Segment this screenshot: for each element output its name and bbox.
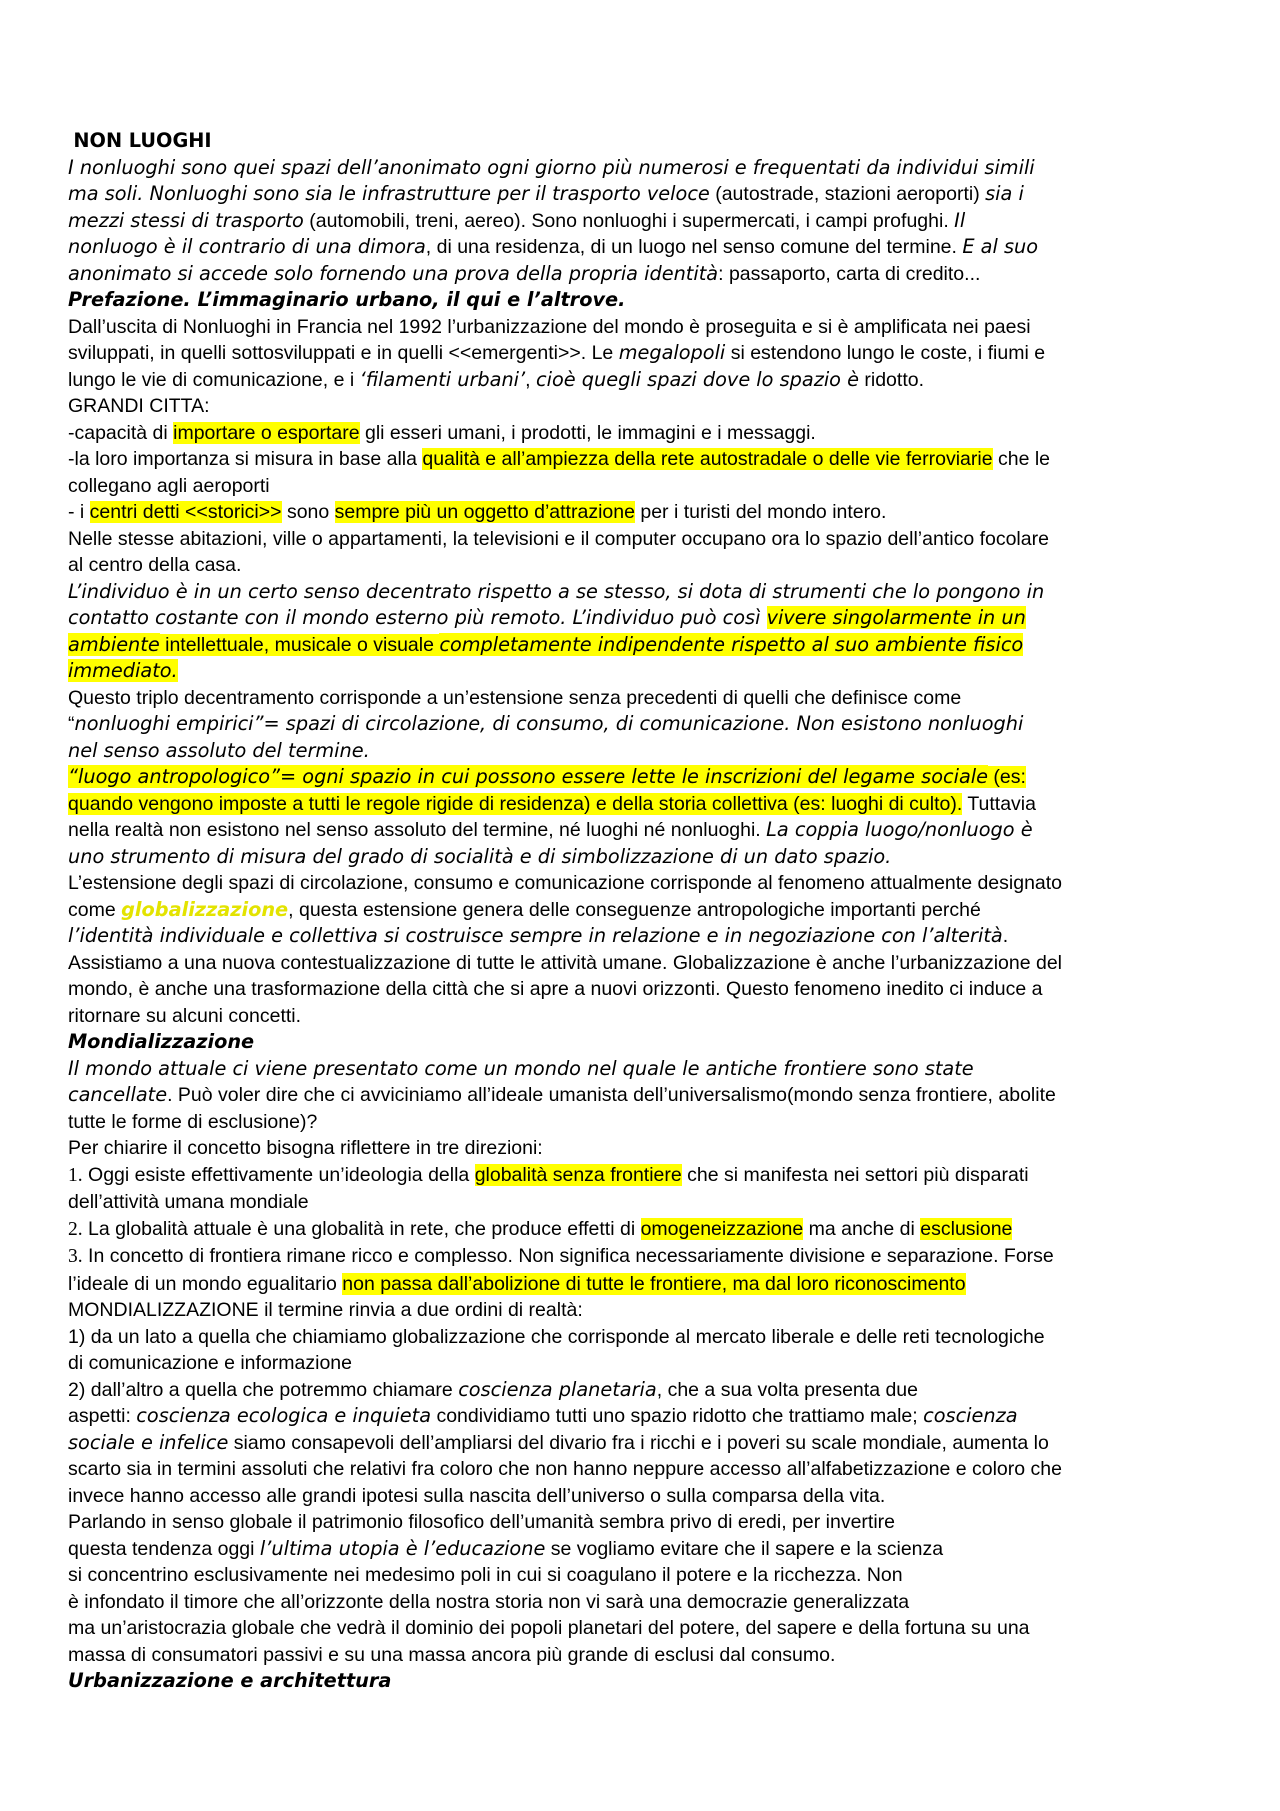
text-line: Questo triplo decentramento corrisponde a un’estensione senza precedenti di quelli che definisce come	[68, 686, 962, 709]
highlight: esclusione	[920, 1217, 1013, 1240]
text-line	[68, 658, 1216, 685]
highlight: centri detti <<storici>>	[89, 501, 282, 523]
text-line: ma soli. Nonluoghi sono sia le infrastrutture per il trasporto veloce (autostrade, stazioni aeroporti) sia i	[68, 182, 1024, 205]
text-line: anonimato si accede solo fornendo una prova della propria identità: passaporto, carta di credito...	[68, 261, 981, 285]
highlight: vivere singolarmente in un	[766, 606, 1026, 629]
text-line: nonluogo è il contrario di una dimora, di una residenza, di un luogo nel senso comune del termine. E al suo	[68, 235, 1039, 258]
heading-prefazione: Prefazione. L’immaginario urbano, il qui e l’altrove.	[68, 288, 626, 311]
text-line: -capacità di importare o esportare gli esseri umani, i prodotti, le immagini e i messaggi.	[68, 421, 816, 444]
text-line: mondo, è anche una trasformazione della città che si apre a nuovi orizzonti. Questo fenomeno inedito ci induce a	[68, 978, 1043, 1000]
text-line: aspetti: coscienza ecologica e inquieta condividiamo tutti uno spazio ridotto che trattiamo male; coscienza	[68, 1404, 1018, 1427]
highlight: omogeneizzazione	[640, 1217, 804, 1240]
text-line: come globalizzazione, questa estensione genera delle conseguenze antropologiche importanti perché	[68, 897, 981, 921]
text-line: ma un’aristocrazia globale che vedrà il dominio dei popoli planetari del potere, del sapere e della fortuna su una	[68, 1617, 1030, 1639]
text-line: MONDIALIZZAZIONE il termine rinvia a due ordini di realtà:	[68, 1299, 583, 1321]
list-item: 1. Oggi esiste effettivamente un’ideologia della globalità senza frontiere che si manifesta nei settori più disparati	[68, 1163, 1029, 1186]
text-line	[68, 764, 1216, 791]
text-line: nella realtà non esistono nel senso assoluto del termine, né luoghi né nonluoghi. La coppia luogo/nonluogo è	[68, 818, 1033, 841]
text-line: sociale e infelice siamo consapevoli dell’ampliarsi del divario fra i ricchi e i poveri su scale mondiale, aumenta lo	[68, 1430, 1049, 1454]
highlight: globalità senza frontiere	[474, 1163, 682, 1186]
highlight: sempre più un oggetto d’attrazione	[334, 501, 635, 523]
text-line: massa di consumatori passivi e su una massa ancora più grande di esclusi dal consumo.	[68, 1643, 836, 1666]
text-line: scarto sia in termini assoluti che relativi fra coloro che non hanno neppure accesso all’alfabetizzazione e coloro che	[68, 1458, 1062, 1480]
highlight: (es:	[988, 766, 1026, 788]
text-line: Dall’uscita di Nonluoghi in Francia nel 1992 l’urbanizzazione del mondo è proseguita e si è amplificata nei paesi	[68, 315, 1031, 338]
text-line: quando vengono imposte a tutti le regole rigide di residenza) e della storia collettiva (es: luoghi di culto). Tuttavia	[68, 792, 1036, 815]
heading-urbanizzazione: Urbanizzazione e architettura	[68, 1669, 392, 1692]
text-line: L’estensione degli spazi di circolazione, consumo e comunicazione corrisponde al fenomeno attualmente designato	[68, 872, 1063, 894]
text-line: -la loro importanza si misura in base alla qualità e all’ampiezza della rete autostradale o delle vie ferroviarie che le	[68, 448, 1051, 470]
highlight: ambiente	[68, 632, 160, 656]
text-line: “nonluoghi empirici”= spazi di circolazione, di consumo, di comunicazione. Non esistono nonluoghi	[68, 712, 1024, 735]
text-line: GRANDI CITTA:	[68, 395, 210, 417]
highlight: quando vengono imposte a tutti le regole rigide di residenza) e della storia collettiva (es: luoghi di culto).	[68, 792, 963, 815]
highlight: qualità e all’ampiezza della rete autostradale o delle vie ferroviarie	[422, 448, 993, 470]
text-line: sviluppati, in quelli sottosviluppati e in quelli <<emergenti>>. Le megalopoli si estendono lungo le coste, i fiumi e	[68, 341, 1046, 364]
text-line: cancellate. Può voler dire che ci avviciniamo all’ideale umanista dell’universalismo(mondo senza frontiere, abolite	[68, 1083, 1056, 1106]
text-line: 1) da un lato a quella che chiamiamo globalizzazione che corrisponde al mercato liberale e delle reti tecnologiche	[68, 1325, 1045, 1348]
text-line: al centro della casa.	[68, 554, 242, 576]
text-line: questa tendenza oggi l’ultima utopia è l’educazione se vogliamo evitare che il sapere e la scienza	[68, 1536, 944, 1560]
highlight: immediato.	[68, 659, 178, 682]
text-line: Nelle stesse abitazioni, ville o appartamenti, la televisioni e il computer occupano ora lo spazio dell’antico focolare	[68, 527, 1049, 550]
text-line: I nonluoghi sono quei spazi dell’anonimato ogni giorno più numerosi e frequentati da individui simili	[68, 155, 1035, 179]
text-line: L’individuo è in un certo senso decentrato rispetto a se stesso, si dota di strumenti che lo pongono in	[68, 579, 1045, 603]
text-line: collegano agli aeroporti	[68, 474, 270, 497]
text-line: nel senso assoluto del termine.	[68, 738, 370, 762]
text-line	[68, 632, 1216, 659]
list-item: 3. In concetto di frontiera rimane ricco e complesso. Non significa necessariamente divisione e separazione. Forse	[68, 1245, 1054, 1267]
text-line: l’identità individuale e collettiva si costruisce sempre in relazione e in negoziazione con l’alterità.	[68, 924, 1009, 947]
title-non-luoghi: NON LUOGHI	[73, 129, 212, 152]
text-line: Assistiamo a una nuova contestualizzazione di tutte le attività umane. Globalizzazione è anche l’urbanizzazione del	[68, 951, 1063, 974]
text-line: 2) dall’altro a quella che potremmo chiamare coscienza planetaria, che a sua volta presenta due	[68, 1377, 918, 1401]
text-line: invece hanno accesso alle grandi ipotesi sulla nascita dell’universo o sulla comparsa della vita.	[68, 1484, 886, 1507]
highlight: non passa dall’abolizione di tutte le frontiere, ma dal loro riconoscimento	[342, 1272, 966, 1295]
text-line: - i centri detti <<storici>> sono sempre più un oggetto d’attrazione per i turisti del mondo intero.	[68, 501, 887, 523]
text-line: è infondato il timore che all’orizzonte della nostra storia non vi sarà una democrazie generalizzata	[68, 1590, 910, 1613]
text-line: si concentrino esclusivamente nei medesimo poli in cui si coagulano il potere e la ricchezza. Non	[68, 1564, 903, 1586]
text-line: uno strumento di misura del grado di socialità e di simbolizzazione di un dato spazio.	[68, 844, 892, 868]
text-line: tutte le forme di esclusione)?	[68, 1110, 318, 1133]
text-line: ritornare su alcuni concetti.	[68, 1004, 302, 1027]
list-item: 2. La globalità attuale è una globalità in rete, che produce effetti di omogeneizzazione ma anche di esclusione	[68, 1217, 1013, 1240]
heading-mondializzazione: Mondializzazione	[68, 1030, 255, 1053]
text-line: mezzi stessi di trasporto (automobili, treni, aereo). Sono nonluoghi i supermercati, i campi profughi. Il	[68, 208, 966, 232]
highlight: intellettuale, musicale o visuale	[159, 633, 440, 656]
text-line: lungo le vie di comunicazione, e i ‘filamenti urbani’, cioè quegli spazi dove lo spazio è ridotto.	[68, 367, 925, 391]
globalizzazione-term: globalizzazione	[121, 897, 289, 921]
text-line: l’ideale di un mondo egualitario non passa dall’abolizione di tutte le frontiere, ma dal loro riconoscimento	[68, 1272, 966, 1295]
highlight: “luogo antropologico”= ogni spazio in cui possono essere lette le inscrizioni del legame sociale	[68, 765, 989, 788]
highlight: importare o esportare	[173, 421, 360, 444]
text-line: Parlando in senso globale il patrimonio filosofico dell’umanità sembra privo di eredi, per invertire	[68, 1511, 896, 1533]
text-line: contatto costante con il mondo esterno più remoto. L’individuo può così vivere singolarmente in un	[68, 606, 1026, 629]
text-line: Per chiarire il concetto bisogna riflettere in tre direzioni:	[68, 1137, 543, 1159]
text-line: dell’attività umana mondiale	[68, 1191, 309, 1213]
text-line: di comunicazione e informazione	[68, 1352, 352, 1374]
highlight: completamente indipendente rispetto al suo ambiente fisico	[439, 632, 1024, 656]
text-line: Il mondo attuale ci viene presentato come un mondo nel quale le antiche frontiere sono state	[68, 1056, 974, 1080]
